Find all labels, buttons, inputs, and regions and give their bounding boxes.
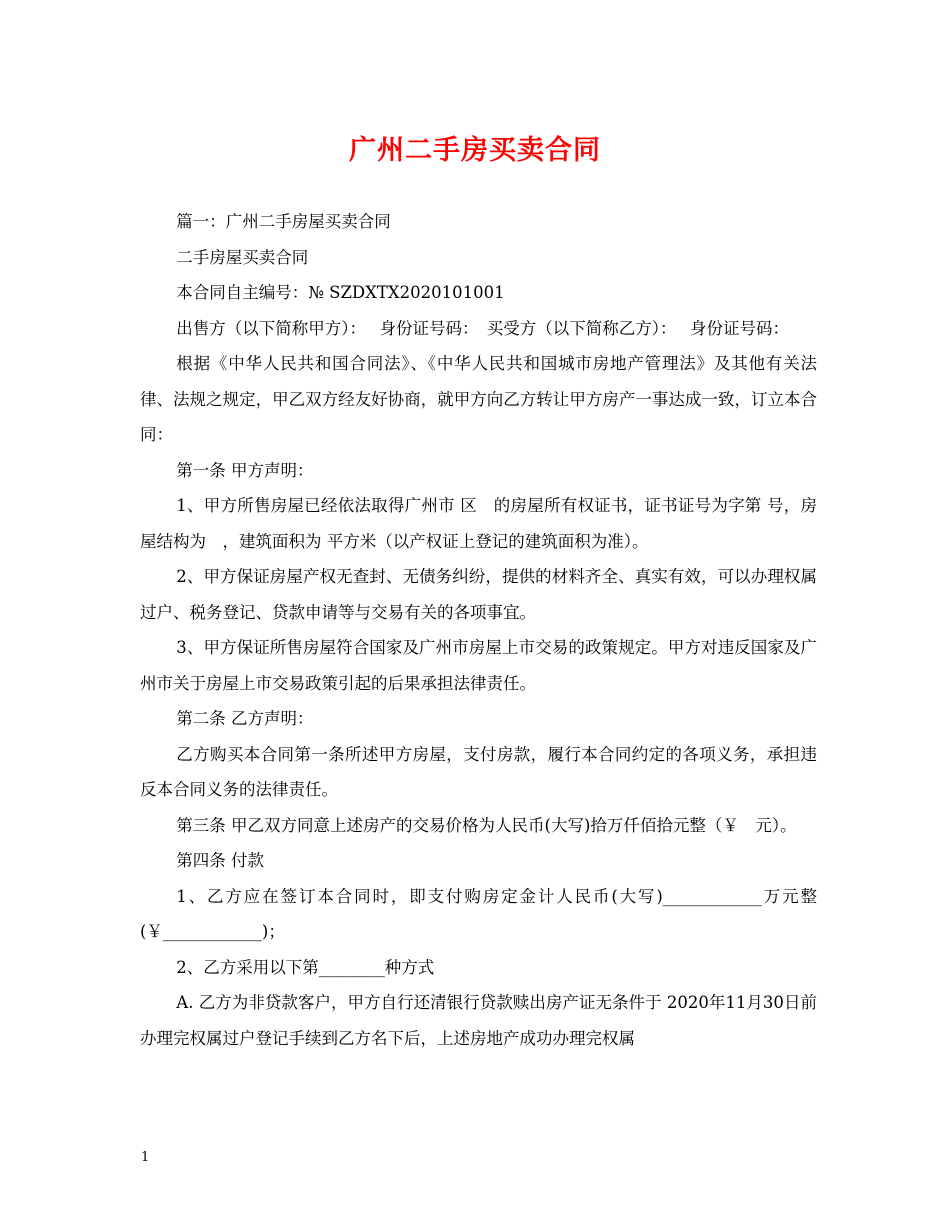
contract-name: 二手房屋买卖合同 [176, 247, 309, 267]
article-4-clause-2: 2、乙方采用以下第________种方式 [176, 957, 435, 977]
article-1-heading: 第一条 甲方声明： [176, 460, 314, 480]
article-2-text: 乙方购买本合同第一条所述甲方房屋，支付房款，履行本合同约定的各项义务，承担违反本合同义务的法律责任。 [140, 744, 817, 799]
article-2-heading: 第二条 乙方声明： [176, 709, 314, 728]
article-3-text: 第三条 甲乙双方同意上述房产的交易价格为人民币(大写)拾万仟佰拾元整（￥ 元）。 [176, 815, 797, 835]
section-heading: 篇一：广州二手房屋买卖合同 [176, 212, 391, 231]
article-4-clause-1: 1、乙方应在签订本合同时，即支付购房定金计人民币(大写)____________万元整(￥____________)； [140, 886, 817, 941]
preamble: 根据《中华人民共和国合同法》、《中华人民共和国城市房地产管理法》及其他有关法律、法规之规定，甲乙双方经友好协商，就甲方向乙方转让甲方房产一事达成一致，订立本合同： [140, 354, 817, 444]
document-title: 广州二手房买卖合同 [349, 135, 601, 166]
page-number: 1 [141, 1150, 150, 1165]
article-1-clause-2: 2、甲方保证房屋产权无查封、无债务纠纷，提供的材料齐全、真实有效，可以办理权属过户、税务登记、贷款申请等与交易有关的各项事宜。 [140, 567, 817, 622]
article-4-option-a: A. 乙方为非贷款客户，甲方自行还清银行贷款赎出房产证无条件于 2020年11月30日前办理完权属过户登记手续到乙方名下后，上述房地产成功办理完权属 [140, 993, 817, 1048]
article-1-clause-1: 1、甲方所售房屋已经依法取得广州市 区 的房屋所有权证书，证书证号为字第 号，房屋结构为 ，建筑面积为 平方米（以产权证上登记的建筑面积为准）。 [140, 496, 817, 551]
parties-line: 出售方（以下简称甲方）： 身份证号码： 买受方（以下简称乙方）： 身份证号码： [176, 318, 790, 338]
article-4-heading: 第四条 付款 [176, 851, 265, 870]
article-1-clause-3: 3、甲方保证所售房屋符合国家及广州市房屋上市交易的政策规定。甲方对违反国家及广州市关于房屋上市交易政策引起的后果承担法律责任。 [140, 638, 817, 693]
contract-number: 本合同自主编号：№ SZDXTX2020101001 [176, 283, 505, 302]
document-body [140, 204, 817, 1056]
